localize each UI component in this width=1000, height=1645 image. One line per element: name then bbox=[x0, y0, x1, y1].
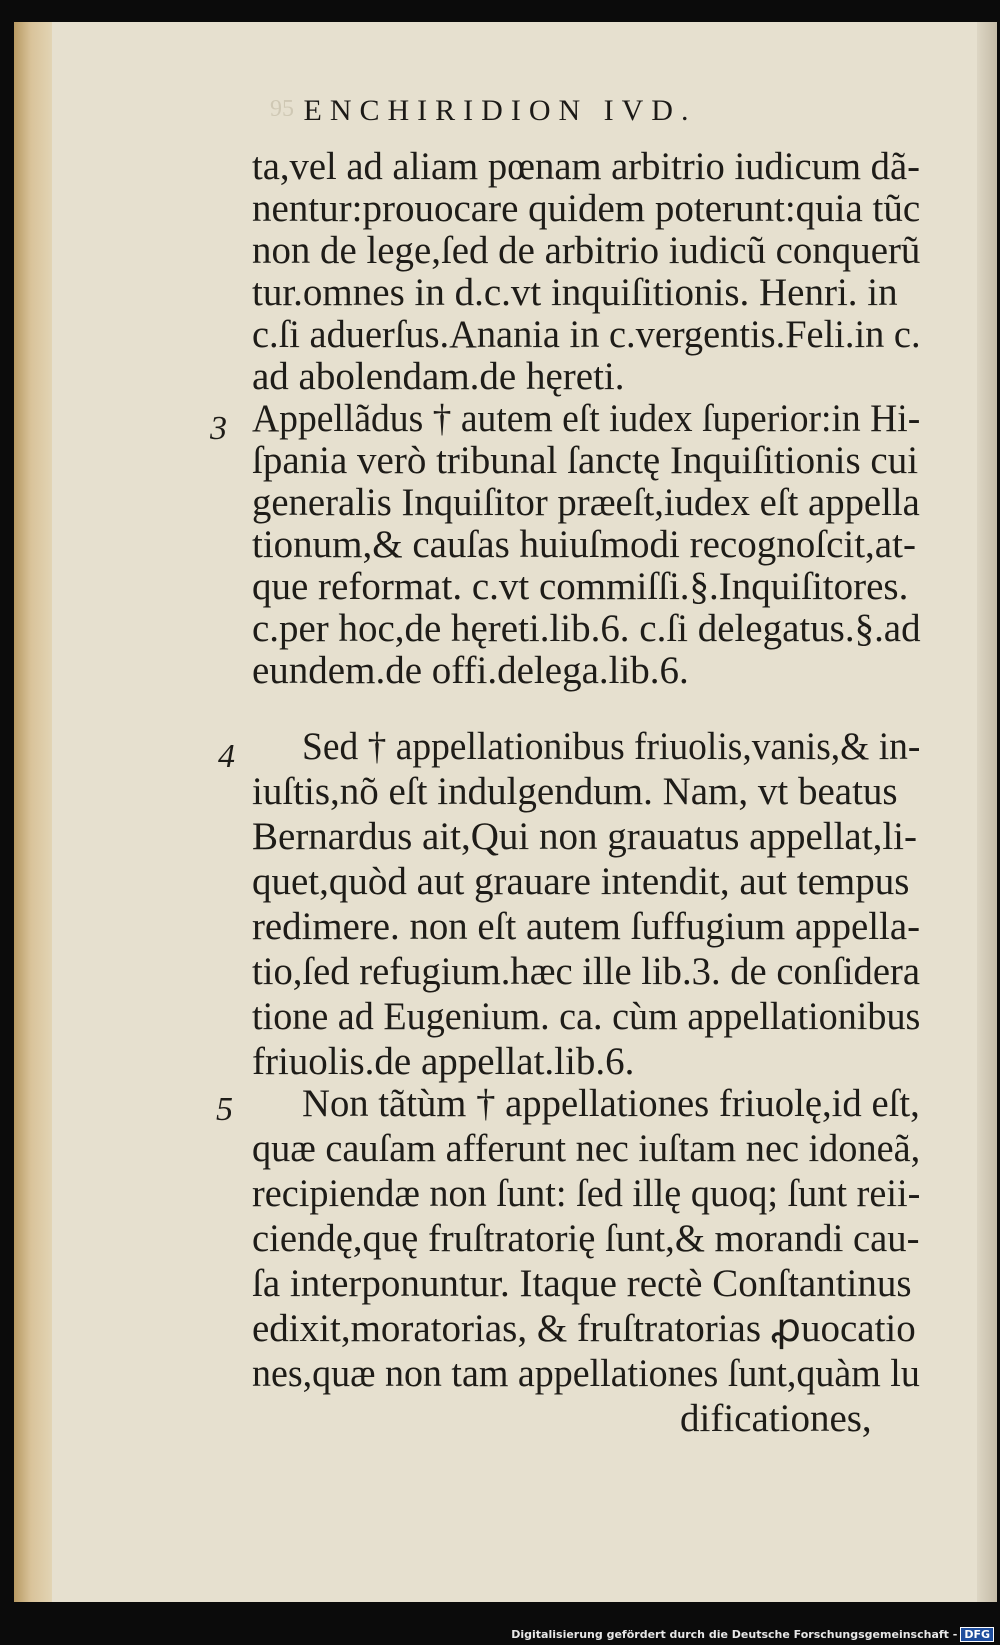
text-line: non de lege,ſed de arbitrio iudicũ conquerũ bbox=[252, 229, 921, 272]
credit-text: Digitalisierung gefördert durch die Deutsche Forschungsgemeinschaft - bbox=[511, 1628, 958, 1641]
text-line: nes,quæ non tam appellationes ſunt,quàm lu bbox=[252, 1352, 920, 1395]
text-line: recipiendæ non ſunt: ſed illę quoq; ſunt reii- bbox=[252, 1172, 921, 1215]
text-line: iuſtis,nõ eſt indulgendum. Nam, vt beatus bbox=[252, 770, 898, 813]
margin-number: 5 bbox=[216, 1091, 233, 1128]
text-line: friuolis.de appellat.lib.6. bbox=[252, 1040, 635, 1083]
text-line: Non tãtùm † appellationes friuolę,id eſt, bbox=[302, 1082, 920, 1125]
text-line: Bernardus ait,Qui non grauatus appellat,li- bbox=[252, 815, 917, 858]
text-line: tione ad Eugenium. ca. cùm appellationibus bbox=[252, 995, 921, 1038]
ghost-page-number: 95 bbox=[270, 96, 294, 122]
dfg-logo: DFG bbox=[960, 1627, 994, 1642]
running-head: ENCHIRIDION IVD. bbox=[303, 94, 697, 127]
text-line: ſpania verò tribunal ſanctę Inquiſitionis cui bbox=[252, 439, 919, 482]
text-line: Sed † appellationibus friuolis,vanis,& in- bbox=[302, 725, 921, 768]
text-line: tionum,& cauſas huiuſmodi recognoſcit,at- bbox=[252, 523, 916, 566]
text-line: que reformat. c.vt commiſſi.§.Inquiſitores. bbox=[252, 565, 909, 608]
book-spine bbox=[14, 22, 52, 1602]
catchword: dificationes, bbox=[680, 1397, 872, 1440]
text-line: Appellãdus † autem eſt iudex ſuperior:in Hi- bbox=[252, 397, 921, 440]
text-line: quæ cauſam afferunt nec iuſtam nec idoneã, bbox=[252, 1127, 921, 1170]
text-line: generalis Inquiſitor præeſt,iudex eſt appella bbox=[252, 481, 920, 524]
text-line: c.ſi aduerſus.Anania in c.vergentis.Feli.in c. bbox=[252, 313, 921, 356]
text-line: tio,ſed refugium.hæc ille lib.3. de conſidera bbox=[252, 950, 920, 993]
text-line: edixit,moratorias, & fruſtratorias ꝓuocatio bbox=[252, 1307, 916, 1350]
text-line: ad abolendam.de hęreti. bbox=[252, 355, 625, 398]
text-line: ſa interponuntur. Itaque rectè Conſtantinus bbox=[252, 1262, 912, 1305]
text-line: tur.omnes in d.c.vt inquiſitionis. Henri. in bbox=[252, 271, 898, 314]
text-line: ciendę,quę fruſtratorię ſunt,& morandi cau- bbox=[252, 1217, 920, 1260]
text-line: ta,vel ad aliam pœnam arbitrio iudicum dã- bbox=[252, 145, 920, 188]
text-line: redimere. non eſt autem ſuffugium appella- bbox=[252, 905, 921, 948]
margin-number: 3 bbox=[210, 410, 227, 447]
page-edge bbox=[977, 22, 997, 1602]
digitization-credit bbox=[511, 1627, 994, 1642]
text-line: eundem.de offi.delega.lib.6. bbox=[252, 649, 689, 692]
margin-number: 4 bbox=[218, 738, 235, 775]
text-line: c.per hoc,de hęreti.lib.6. c.ſi delegatus.§.ad bbox=[252, 607, 921, 650]
text-line: quet,quòd aut grauare intendit, aut tempus bbox=[252, 860, 910, 903]
text-line: nentur:prouocare quidem poterunt:quia tũc bbox=[252, 187, 921, 230]
